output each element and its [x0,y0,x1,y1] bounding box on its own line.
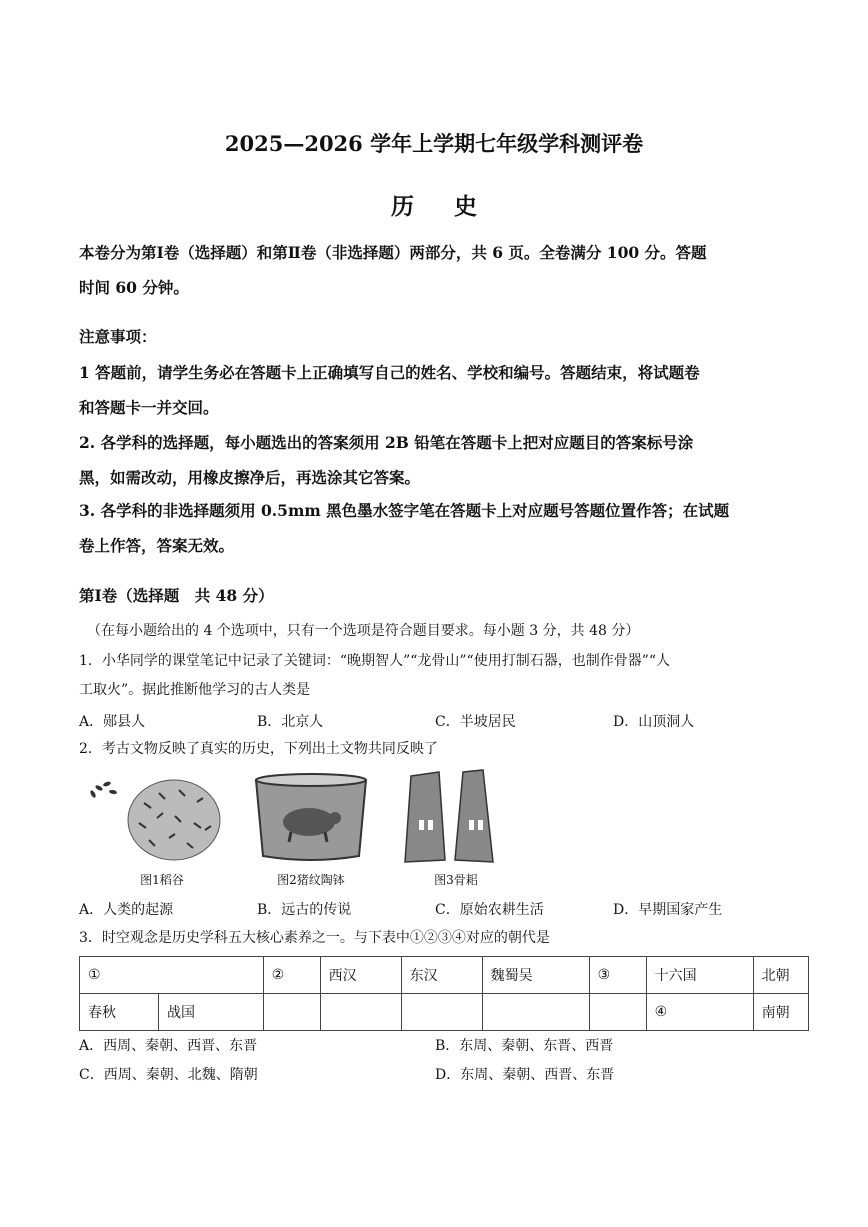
table-row [80,957,809,994]
table-cell: 春秋 [80,994,159,1031]
table-cell: 魏蜀吴 [482,957,589,994]
bone-spade-figure [401,768,511,888]
notice-line: 1 答题前，请学生务必在答题卡上正确填写自己的姓名、学校和编号。答题结束，将试题卷 [79,363,700,382]
q2-option-a[interactable]: A．人类的起源 [79,902,174,918]
notice-line: 卷上作答，答案无效。 [79,536,235,555]
q1-stem-line-2: 工取火”。据此推断他学习的古人类是 [79,682,311,698]
pig-pottery-figure [251,768,371,888]
table-cell [482,994,589,1031]
subject-title: 历史 [391,193,517,220]
q1-option-a[interactable]: A．郧县人 [79,714,146,730]
table-cell [320,994,401,1031]
q1-option-d[interactable]: D．山顶洞人 [613,714,695,730]
exam-title: 2025—2026 学年上学期七年级学科测评卷 [224,131,644,156]
intro-line-1: 本卷分为第Ⅰ卷（选择题）和第Ⅱ卷（非选择题）两部分，共 6 页。全卷满分 100 分。答题 [79,243,707,262]
q3-option-a[interactable]: A．西周、秦朝、西晋、东晋 [79,1038,258,1054]
table-cell: 战国 [159,994,264,1031]
table-cell: 北朝 [753,957,808,994]
table-cell: 西汉 [320,957,401,994]
table-cell: ② [263,957,320,994]
table-cell [401,994,482,1031]
intro-line-2: 时间 60 分钟。 [79,278,189,297]
section-heading: 第Ⅰ卷（选择题 共 48 分） [79,586,274,605]
table-cell [589,994,646,1031]
fig3-caption: 图3骨耜 [434,873,478,887]
rice-grain-figure [79,768,229,888]
q1-option-c[interactable]: C．半坡居民 [435,714,516,730]
table-cell: ④ [646,994,753,1031]
table-row [80,994,809,1031]
table-cell [263,994,320,1031]
table-cell: ① [80,957,264,994]
q3-stem: 3．时空观念是历史学科五大核心素养之一。与下表中①②③④对应的朝代是 [79,930,550,946]
table-cell: 东汉 [401,957,482,994]
table-cell: 南朝 [753,994,808,1031]
q3-option-d[interactable]: D．东周、秦朝、西晋、东晋 [435,1067,615,1083]
fig2-caption: 图2猪纹陶钵 [277,873,345,887]
q3-option-c[interactable]: C．西周、秦朝、北魏、隋朝 [79,1067,258,1083]
notice-line: 3. 各学科的非选择题须用 0.5mm 黑色墨水签字笔在答题卡上对应题号答题位置作答；在试题 [79,501,730,520]
fig1-caption: 图1稻谷 [140,873,184,887]
table-cell: ③ [589,957,646,994]
notice-line: 2. 各学科的选择题，每小题选出的答案须用 2B 铅笔在答题卡上把对应题目的答案标号涂 [79,433,694,452]
dynasty-table [79,956,809,1031]
notice-line: 和答题卡一并交回。 [79,398,219,417]
q2-option-d[interactable]: D．早期国家产生 [613,902,723,918]
q1-option-b[interactable]: B．北京人 [257,714,324,730]
section-instruction: （在每小题给出的 4 个选项中，只有一个选项是符合题目要求。每小题 3 分，共 48 分） [87,623,640,639]
notice-heading: 注意事项： [79,327,157,346]
notice-line: 黑，如需改动，用橡皮擦净后，再选涂其它答案。 [79,468,421,487]
q2-option-c[interactable]: C．原始农耕生活 [435,902,544,918]
q2-option-b[interactable]: B．远古的传说 [257,902,352,918]
q1-stem-line-1: 1．小华同学的课堂笔记中记录了关键词：“晚期智人”“龙骨山”“使用打制石器，也制作骨器”“人 [79,653,671,669]
q3-option-b[interactable]: B．东周、秦朝、东晋、西晋 [435,1038,614,1054]
q2-stem: 2．考古文物反映了真实的历史，下列出土文物共同反映了 [79,741,438,757]
table-cell: 十六国 [646,957,753,994]
q2-figures [79,768,509,888]
